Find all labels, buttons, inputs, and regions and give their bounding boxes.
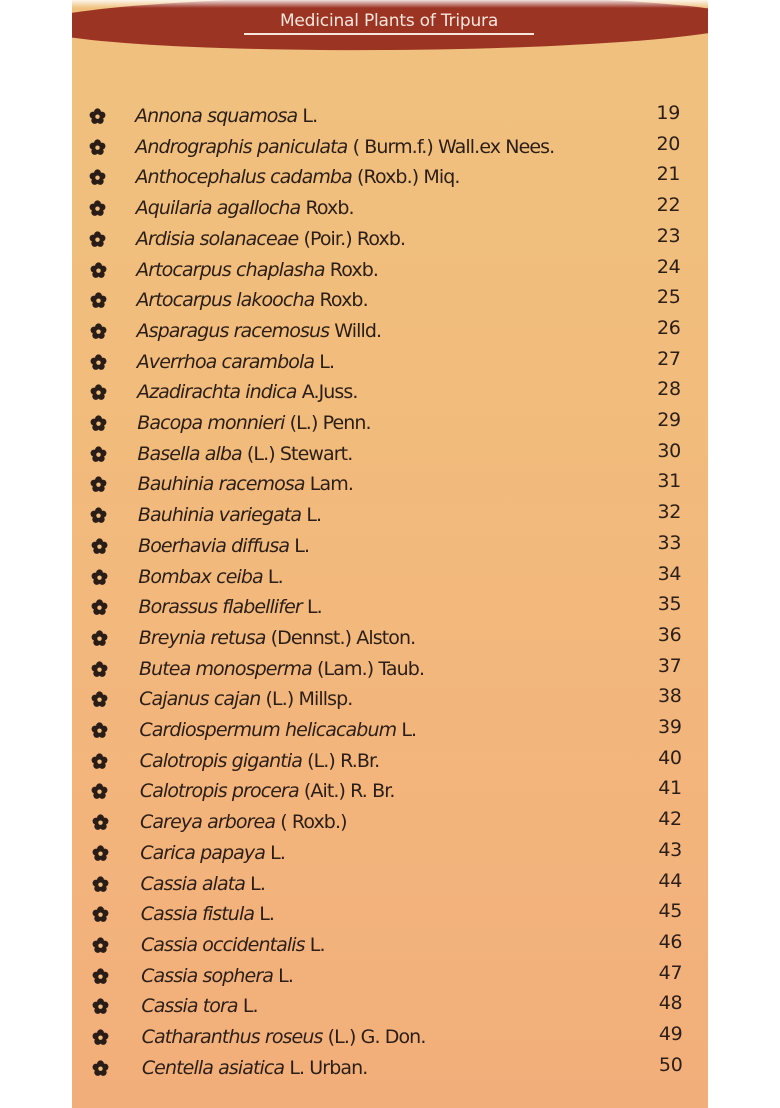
- species-author: (L.) Stewart.: [246, 442, 353, 465]
- species-binomial: Calotropis gigantia: [139, 749, 302, 772]
- toc-entry[interactable]: [72, 684, 708, 714]
- toc-entry[interactable]: [72, 1022, 708, 1052]
- book-page: [72, 0, 708, 1108]
- page-top-edge: [72, 0, 708, 8]
- species-binomial: Averrhoa carambola: [136, 350, 315, 373]
- species-author: L.: [242, 995, 258, 1018]
- species-author: (L.) Millsp.: [265, 688, 353, 711]
- page-number: 46: [658, 930, 683, 953]
- page-number: 22: [656, 194, 681, 217]
- species-name: [136, 227, 405, 251]
- species-name: [136, 258, 378, 282]
- toc-entry[interactable]: [72, 101, 708, 131]
- species-author: (Ait.) R. Br.: [303, 780, 395, 803]
- species-author: L.: [259, 903, 275, 926]
- flower-icon: [92, 1029, 109, 1046]
- species-binomial: Bauhinia racemosa: [137, 473, 305, 496]
- flower-icon: [90, 476, 107, 493]
- species-name: [140, 779, 395, 803]
- flower-icon: [91, 630, 108, 647]
- species-author: (Dennst.) Alston.: [270, 626, 416, 649]
- flower-icon: [90, 446, 107, 463]
- toc-entry[interactable]: [72, 132, 708, 162]
- species-name: [139, 595, 322, 619]
- species-name: [135, 104, 317, 128]
- page-number: 40: [658, 746, 682, 769]
- species-name: [141, 933, 325, 957]
- toc-entry[interactable]: [72, 930, 708, 960]
- species-name: [138, 565, 282, 589]
- page-number: 21: [656, 163, 681, 186]
- toc-entry[interactable]: [72, 500, 708, 530]
- page-number: 28: [657, 378, 681, 401]
- page-number: 49: [658, 1023, 683, 1045]
- species-name: [141, 964, 293, 988]
- page-number: 20: [656, 132, 681, 155]
- flower-icon: [91, 569, 108, 586]
- flower-icon: [92, 998, 109, 1015]
- page-number: 37: [657, 654, 682, 677]
- flower-icon: [90, 384, 107, 401]
- flower-icon: [91, 599, 108, 616]
- page-number: 25: [656, 286, 681, 309]
- toc-entry[interactable]: [72, 193, 708, 223]
- species-author: L.: [401, 719, 417, 741]
- species-author: L.: [270, 841, 285, 864]
- species-name: [141, 902, 274, 926]
- species-binomial: Bombax ceiba: [138, 565, 263, 588]
- species-binomial: Boerhavia diffusa: [138, 534, 290, 557]
- species-binomial: Breynia retusa: [138, 626, 266, 649]
- species-binomial: Anthocephalus cadamba: [135, 166, 352, 189]
- species-author: L.: [319, 350, 335, 373]
- species-author: Roxb.: [329, 258, 378, 281]
- flower-icon: [92, 845, 109, 862]
- species-author: (L.) R.Br.: [307, 749, 380, 772]
- flower-icon: [92, 937, 109, 954]
- species-name: [137, 319, 382, 343]
- species-name: [139, 626, 416, 650]
- toc-entry[interactable]: [72, 899, 708, 929]
- species-author: (Poir.) Roxb.: [303, 227, 406, 250]
- page-number: 42: [658, 808, 682, 831]
- page-number: 29: [657, 409, 681, 431]
- species-author: A.Juss.: [301, 381, 358, 404]
- species-binomial: Artocarpus lakoocha: [136, 289, 315, 312]
- species-author: Willd.: [334, 319, 382, 342]
- species-author: L.: [294, 534, 310, 557]
- species-binomial: Cassia tora: [141, 995, 238, 1018]
- species-name: [142, 1025, 426, 1049]
- flower-icon: [91, 661, 108, 678]
- species-name: [135, 135, 554, 159]
- flower-icon: [89, 108, 106, 125]
- toc-entry[interactable]: [72, 991, 708, 1021]
- species-author: L.: [267, 565, 283, 588]
- flower-icon: [89, 139, 106, 156]
- species-name: [139, 687, 352, 711]
- species-author: L. Urban.: [289, 1056, 368, 1079]
- page-number: 26: [656, 316, 681, 339]
- toc-entry[interactable]: [72, 224, 708, 254]
- toc-entry[interactable]: [72, 316, 708, 346]
- species-author: Lam.: [309, 473, 353, 496]
- toc-entry[interactable]: [72, 531, 708, 561]
- page-number: 24: [656, 255, 681, 278]
- page-number: 38: [657, 685, 682, 708]
- species-binomial: Artocarpus chaplasha: [136, 258, 325, 281]
- toc-entry[interactable]: [72, 776, 708, 806]
- page-number: 44: [658, 869, 682, 892]
- species-binomial: Bauhinia variegata: [137, 504, 302, 527]
- flower-icon: [91, 753, 108, 770]
- flower-icon: [92, 906, 109, 923]
- species-binomial: Andrographis paniculata: [135, 135, 348, 158]
- species-name: [140, 841, 285, 865]
- species-author: Roxb.: [319, 289, 368, 312]
- species-name: [142, 1056, 368, 1080]
- flower-icon: [91, 783, 108, 800]
- flower-icon: [92, 1060, 109, 1077]
- species-name: [141, 872, 266, 896]
- page-number: 35: [657, 593, 682, 616]
- species-author: L.: [306, 596, 322, 619]
- toc-entry[interactable]: [72, 562, 708, 592]
- page-number: 23: [656, 224, 681, 247]
- flower-icon: [90, 323, 107, 340]
- species-author: (L.) G. Don.: [327, 1026, 426, 1048]
- species-binomial: Basella alba: [137, 442, 242, 465]
- species-name: [136, 196, 354, 220]
- flower-icon: [92, 876, 109, 893]
- species-binomial: Cassia fistula: [140, 903, 255, 926]
- species-binomial: Borassus flabellifer: [138, 596, 302, 619]
- page-number: 50: [658, 1053, 683, 1076]
- species-binomial: Bacopa monnieri: [137, 412, 285, 434]
- toc-entry[interactable]: [72, 1053, 708, 1083]
- species-binomial: Cassia alata: [140, 872, 246, 895]
- toc-entry[interactable]: [72, 439, 708, 469]
- flower-icon: [90, 262, 107, 279]
- species-binomial: Cardiospermum helicacabum: [139, 719, 397, 741]
- page-number: 45: [658, 900, 683, 923]
- species-author: ( Burm.f.) Wall.ex Nees.: [352, 135, 555, 158]
- species-binomial: Butea monosperma: [138, 657, 312, 680]
- page-number: 19: [656, 102, 680, 124]
- page-number: 30: [657, 439, 681, 462]
- flower-icon: [90, 507, 107, 524]
- species-name: [136, 288, 367, 312]
- page-number: 43: [658, 838, 682, 861]
- species-binomial: Azadirachta indica: [136, 381, 297, 404]
- page-number: 32: [657, 501, 682, 524]
- species-name: [137, 350, 334, 374]
- flower-icon: [89, 200, 106, 217]
- page-title: Medicinal Plants of Tripura: [279, 11, 499, 31]
- flower-icon: [91, 691, 108, 708]
- toc-entry[interactable]: [72, 746, 708, 776]
- species-binomial: Centella asiatica: [141, 1056, 285, 1079]
- species-binomial: Annona squamosa: [135, 105, 298, 127]
- toc-entry[interactable]: [72, 285, 708, 315]
- species-binomial: Cassia occidentalis: [140, 933, 305, 956]
- species-binomial: Ardisia solanaceae: [135, 227, 299, 250]
- toc-entry[interactable]: [72, 961, 708, 991]
- species-author: ( Roxb.): [280, 811, 347, 834]
- toc-entry[interactable]: [72, 162, 708, 192]
- species-binomial: Carica papaya: [140, 841, 265, 864]
- species-name: [135, 165, 459, 189]
- toc-entry[interactable]: [72, 592, 708, 622]
- species-name: [138, 472, 353, 496]
- species-binomial: Aquilaria agallocha: [135, 197, 301, 220]
- species-binomial: Asparagus racemosus: [136, 319, 330, 342]
- species-author: L.: [309, 933, 325, 956]
- page-number: 31: [657, 470, 681, 493]
- flower-icon: [91, 722, 108, 739]
- toc-entry[interactable]: [72, 869, 708, 899]
- page-number: 47: [658, 961, 683, 984]
- species-name: [139, 718, 416, 742]
- toc-entry[interactable]: [72, 377, 708, 407]
- flower-icon: [92, 814, 109, 831]
- flower-icon: [90, 354, 107, 371]
- species-author: L.: [306, 504, 322, 527]
- species-name: [138, 534, 309, 558]
- toc-entry[interactable]: [72, 838, 708, 868]
- species-name: [141, 994, 257, 1018]
- species-binomial: Calotropis procera: [139, 780, 299, 803]
- toc-entry[interactable]: [72, 347, 708, 377]
- toc-entry[interactable]: [72, 623, 708, 653]
- species-name: [137, 380, 358, 404]
- toc-entry[interactable]: [72, 408, 708, 438]
- title-underline: [244, 33, 534, 35]
- flower-icon: [90, 415, 107, 432]
- page-number: 27: [657, 347, 681, 370]
- toc-entry[interactable]: [72, 715, 708, 745]
- species-name: [139, 657, 424, 681]
- flower-icon: [90, 292, 107, 309]
- page-number: 34: [657, 562, 682, 585]
- species-author: L.: [302, 105, 318, 127]
- species-name: [138, 503, 321, 527]
- species-author: (L.) Penn.: [289, 412, 371, 434]
- species-name: [140, 810, 347, 834]
- species-author: L.: [250, 872, 265, 895]
- species-name: [137, 411, 371, 435]
- toc-entry[interactable]: [72, 807, 708, 837]
- page-number: 39: [658, 716, 682, 738]
- flower-icon: [92, 968, 109, 985]
- toc-entry[interactable]: [72, 469, 708, 499]
- toc-entry[interactable]: [72, 654, 708, 684]
- species-author: L.: [278, 964, 293, 987]
- species-binomial: Cassia sophera: [141, 964, 273, 987]
- species-binomial: Catharanthus roseus: [141, 1026, 323, 1048]
- species-name: [140, 749, 380, 773]
- flower-icon: [89, 169, 106, 186]
- species-author: (Lam.) Taub.: [317, 657, 425, 680]
- species-author: (Roxb.) Miq.: [356, 166, 460, 189]
- toc-entry[interactable]: [72, 255, 708, 285]
- flower-icon: [89, 231, 106, 248]
- species-author: Roxb.: [305, 197, 354, 220]
- flower-icon: [91, 538, 108, 555]
- page-number: 33: [657, 531, 682, 554]
- page-number: 41: [658, 777, 682, 800]
- species-name: [137, 442, 352, 466]
- page-number: 36: [657, 623, 682, 646]
- species-binomial: Cajanus cajan: [139, 688, 261, 711]
- species-binomial: Careya arborea: [140, 811, 276, 834]
- page-number: 48: [658, 992, 683, 1015]
